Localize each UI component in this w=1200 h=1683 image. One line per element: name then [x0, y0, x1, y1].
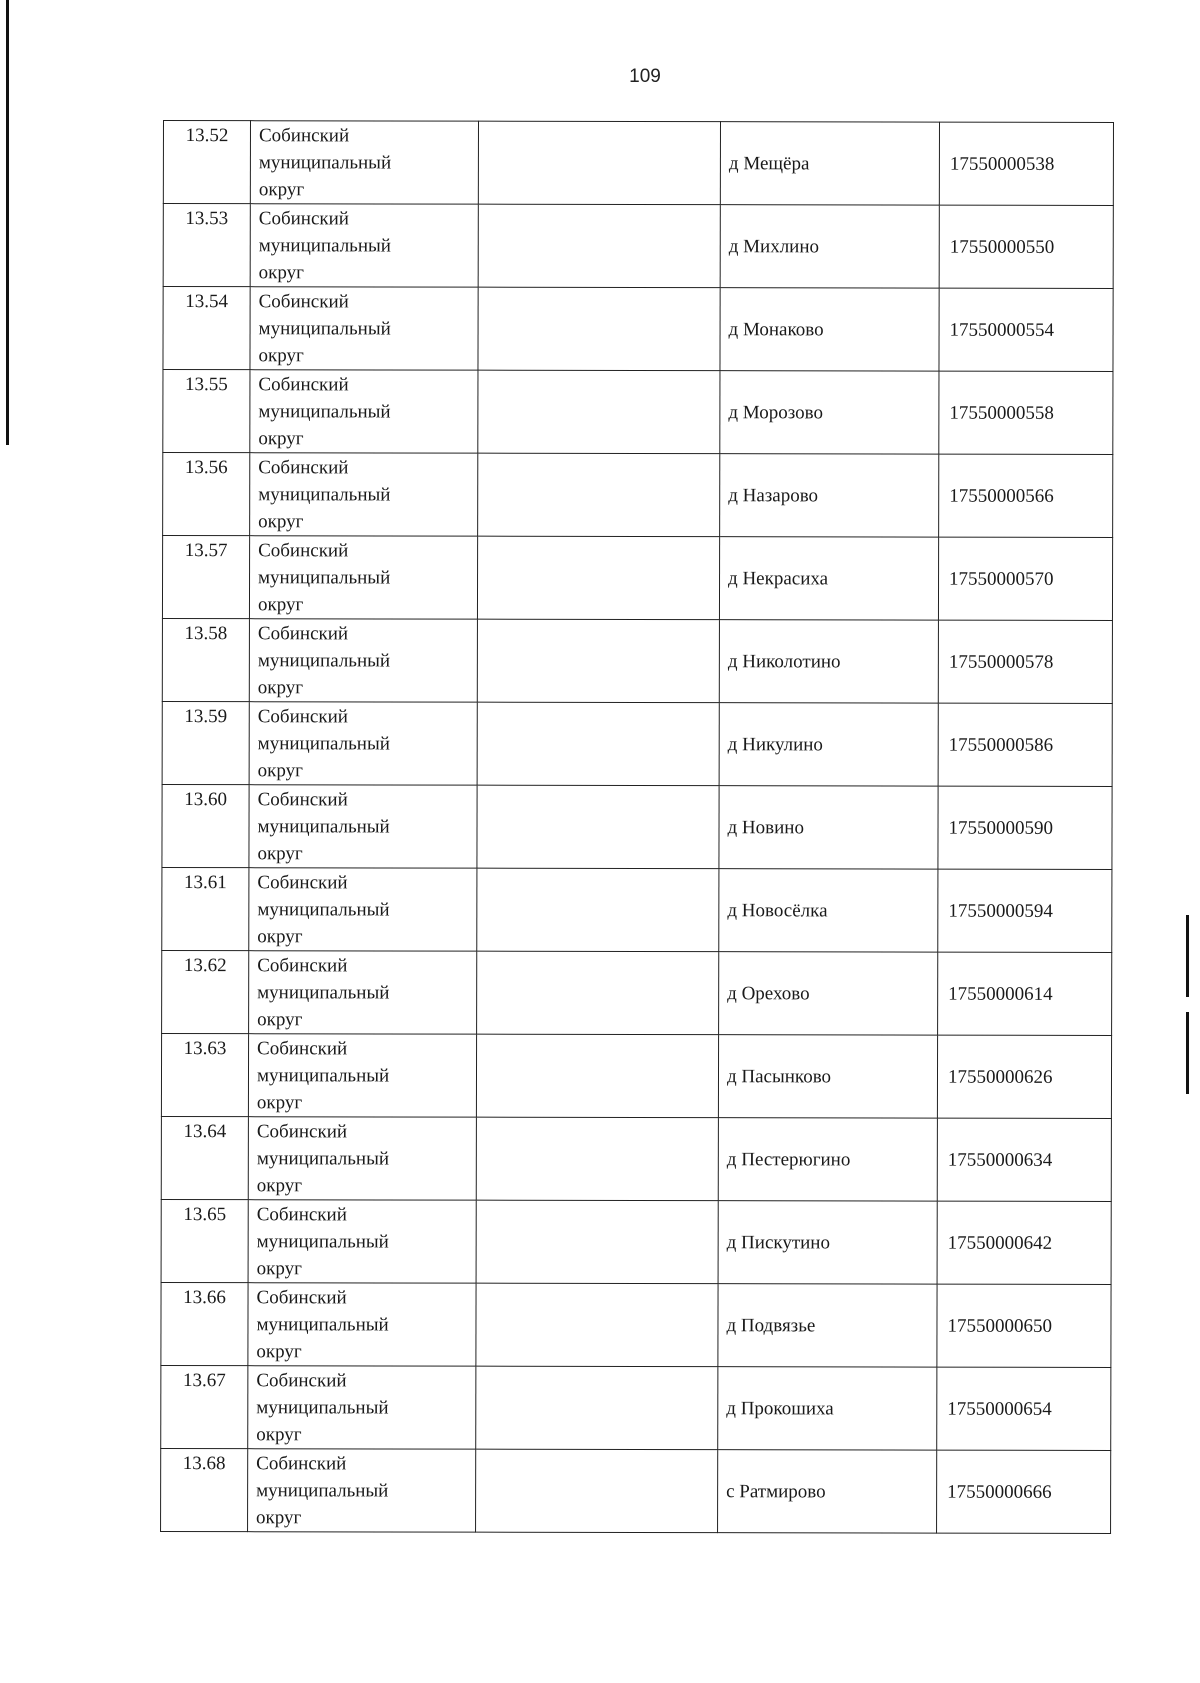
- district-line: муниципальный: [257, 982, 390, 1004]
- district-line: округ: [257, 843, 303, 865]
- oktmo-code-cell: 17550000650: [937, 1284, 1111, 1367]
- scan-margin-mark-right-lower: [1186, 1012, 1189, 1094]
- district-line: Собинский: [256, 1370, 347, 1392]
- row-number-cell: 13.59: [162, 701, 249, 784]
- district-cell: [250, 287, 478, 370]
- settlement-name-cell: д Морозово: [720, 371, 939, 454]
- district-line: муниципальный: [258, 152, 392, 174]
- oktmo-code-cell: 17550000594: [938, 869, 1112, 952]
- district-line: округ: [257, 594, 304, 616]
- district-line: Собинский: [257, 706, 348, 728]
- district-line: Собинский: [257, 789, 348, 811]
- row-number-cell: 13.60: [162, 784, 249, 867]
- district-line: муниципальный: [258, 235, 391, 257]
- district-cell: [250, 204, 478, 287]
- table-row: [163, 287, 1113, 372]
- oktmo-code-cell: 17550000590: [938, 786, 1112, 869]
- district-line: муниципальный: [258, 318, 391, 340]
- table-row: [161, 1199, 1111, 1284]
- district-line: муниципальный: [256, 1148, 390, 1170]
- row-number-cell: 13.62: [162, 950, 249, 1033]
- oktmo-code-cell: 17550000642: [937, 1201, 1111, 1284]
- district-cell: [249, 619, 477, 702]
- scan-margin-mark-right-upper: [1186, 915, 1189, 997]
- table-row: [162, 784, 1112, 869]
- district-line: Собинский: [257, 872, 348, 894]
- empty-cell: [476, 1449, 718, 1533]
- district-line: округ: [256, 1175, 303, 1197]
- empty-cell: [476, 1117, 718, 1201]
- settlement-name-cell: д Новино: [719, 786, 938, 869]
- row-number-cell: 13.61: [162, 867, 249, 950]
- settlement-name-cell: д Подвязье: [718, 1284, 937, 1367]
- oktmo-code-cell: 17550000566: [939, 454, 1113, 537]
- district-line: округ: [257, 1009, 303, 1031]
- settlement-name-cell: д Пискутино: [718, 1201, 937, 1284]
- district-line: Собинский: [256, 1204, 347, 1226]
- oktmo-code-cell: 17550000578: [938, 620, 1112, 703]
- oktmo-code-cell: 17550000654: [937, 1367, 1111, 1450]
- district-line: муниципальный: [256, 1314, 389, 1336]
- district-line: округ: [256, 1341, 302, 1363]
- district-line: округ: [257, 926, 303, 948]
- empty-cell: [476, 1200, 718, 1284]
- district-cell: [248, 1200, 476, 1283]
- district-line: округ: [256, 1424, 302, 1446]
- table-row: [162, 618, 1112, 703]
- settlement-name-cell: д Михлино: [720, 205, 939, 288]
- table-row: [162, 536, 1112, 621]
- row-number-cell: 13.58: [162, 618, 249, 701]
- settlement-name-cell: д Николотино: [719, 620, 938, 703]
- district-line: муниципальный: [257, 899, 390, 921]
- table-row: [163, 121, 1113, 206]
- oktmo-code-cell: 17550000570: [938, 537, 1112, 620]
- district-cell: [249, 536, 477, 619]
- district-line: Собинский: [258, 540, 349, 562]
- district-line: муниципальный: [256, 1231, 389, 1253]
- oktmo-code-cell: 17550000550: [939, 205, 1113, 288]
- district-cell: [248, 1034, 476, 1117]
- district-line: округ: [256, 1258, 302, 1280]
- district-cell: [248, 1283, 476, 1366]
- district-line: муниципальный: [256, 1480, 389, 1502]
- row-number-cell: 13.65: [161, 1199, 248, 1282]
- district-line: Собинский: [258, 374, 349, 396]
- district-line: Собинский: [258, 208, 350, 230]
- district-cell: [248, 1366, 476, 1449]
- district-line: муниципальный: [258, 401, 391, 423]
- table-row: [162, 701, 1112, 786]
- empty-cell: [477, 536, 719, 620]
- empty-cell: [476, 1034, 718, 1118]
- empty-cell: [477, 702, 719, 786]
- empty-cell: [477, 785, 719, 869]
- settlement-name-cell: д Мещёра: [720, 122, 939, 205]
- settlement-name-cell: д Пестерюгино: [718, 1118, 937, 1201]
- oktmo-code-cell: 17550000554: [939, 288, 1113, 371]
- row-number-cell: 13.67: [161, 1365, 248, 1448]
- district-line: округ: [257, 760, 303, 782]
- row-number-cell: 13.53: [163, 204, 250, 287]
- district-cell: [248, 1449, 476, 1532]
- district-line: муниципальный: [256, 1065, 390, 1087]
- settlement-name-cell: д Назарово: [720, 454, 939, 537]
- empty-cell: [478, 453, 720, 537]
- district-line: муниципальный: [257, 816, 390, 838]
- settlement-name-cell: д Прокошиха: [718, 1367, 937, 1450]
- table-row: [161, 1116, 1111, 1201]
- district-line: муниципальный: [257, 650, 391, 672]
- district-line: Собинский: [257, 955, 348, 977]
- district-line: муниципальный: [258, 484, 391, 506]
- district-line: муниципальный: [258, 567, 391, 589]
- row-number-cell: 13.63: [161, 1033, 248, 1116]
- district-cell: [250, 370, 478, 453]
- empty-cell: [476, 1366, 718, 1450]
- district-line: Собинский: [256, 1121, 348, 1143]
- district-line: округ: [258, 511, 304, 533]
- table-row: [163, 453, 1113, 538]
- row-number-cell: 13.57: [162, 536, 249, 619]
- settlement-name-cell: д Новосёлка: [719, 869, 938, 952]
- district-line: Собинский: [258, 457, 349, 479]
- oktmo-code-cell: 17550000626: [937, 1035, 1111, 1118]
- district-cell: [249, 702, 477, 785]
- settlement-name-cell: д Монаково: [720, 288, 939, 371]
- table-row: [161, 1033, 1111, 1118]
- settlement-name-cell: д Никулино: [719, 703, 938, 786]
- empty-cell: [477, 868, 719, 952]
- oktmo-code-cell: 17550000558: [939, 371, 1113, 454]
- row-number-cell: 13.52: [163, 121, 250, 204]
- district-line: Собинский: [258, 291, 349, 313]
- district-line: Собинский: [256, 1287, 347, 1309]
- empty-cell: [476, 1283, 718, 1367]
- row-number-cell: 13.64: [161, 1116, 248, 1199]
- district-line: округ: [258, 428, 304, 450]
- district-line: Собинский: [257, 1038, 348, 1060]
- row-number-cell: 13.55: [163, 370, 250, 453]
- settlement-name-cell: д Некрасиха: [719, 537, 938, 620]
- district-line: округ: [256, 1507, 302, 1529]
- table-row: [163, 370, 1113, 455]
- district-cell: [249, 951, 477, 1034]
- settlement-name-cell: д Орехово: [719, 952, 938, 1035]
- district-cell: [250, 121, 478, 204]
- district-line: Собинский: [256, 1453, 347, 1475]
- district-cell: [249, 868, 477, 951]
- table-row: [161, 1282, 1111, 1367]
- empty-cell: [478, 204, 720, 288]
- table-row: [161, 1448, 1111, 1533]
- settlements-table: [160, 120, 1114, 1534]
- table-row: [162, 867, 1112, 952]
- district-line: муниципальный: [257, 733, 390, 755]
- row-number-cell: 13.68: [161, 1448, 248, 1531]
- empty-cell: [478, 121, 720, 205]
- table-row: [162, 950, 1112, 1035]
- oktmo-code-cell: 17550000538: [939, 122, 1113, 205]
- oktmo-code-cell: 17550000586: [938, 703, 1112, 786]
- settlements-table-body: [161, 121, 1114, 1534]
- settlement-name-cell: с Ратмирово: [718, 1450, 937, 1533]
- row-number-cell: 13.54: [163, 287, 250, 370]
- district-line: округ: [257, 677, 304, 699]
- district-line: округ: [256, 1092, 303, 1114]
- district-line: округ: [258, 345, 304, 367]
- page-number: 109: [629, 66, 661, 87]
- district-line: округ: [258, 179, 305, 201]
- empty-cell: [477, 951, 719, 1035]
- district-cell: [249, 785, 477, 868]
- district-cell: [248, 1117, 476, 1200]
- settlement-name-cell: д Пасынково: [718, 1035, 937, 1118]
- empty-cell: [477, 619, 719, 703]
- district-line: муниципальный: [256, 1397, 389, 1419]
- district-line: Собинский: [257, 623, 349, 645]
- empty-cell: [478, 370, 720, 454]
- district-cell: [250, 453, 478, 536]
- row-number-cell: 13.66: [161, 1282, 248, 1365]
- oktmo-code-cell: 17550000634: [937, 1118, 1111, 1201]
- oktmo-code-cell: 17550000614: [938, 952, 1112, 1035]
- table-row: [161, 1365, 1111, 1450]
- row-number-cell: 13.56: [163, 453, 250, 536]
- oktmo-code-cell: 17550000666: [937, 1450, 1111, 1533]
- empty-cell: [478, 287, 720, 371]
- district-line: Собинский: [258, 125, 350, 147]
- table-row: [163, 204, 1113, 289]
- district-line: округ: [258, 262, 304, 284]
